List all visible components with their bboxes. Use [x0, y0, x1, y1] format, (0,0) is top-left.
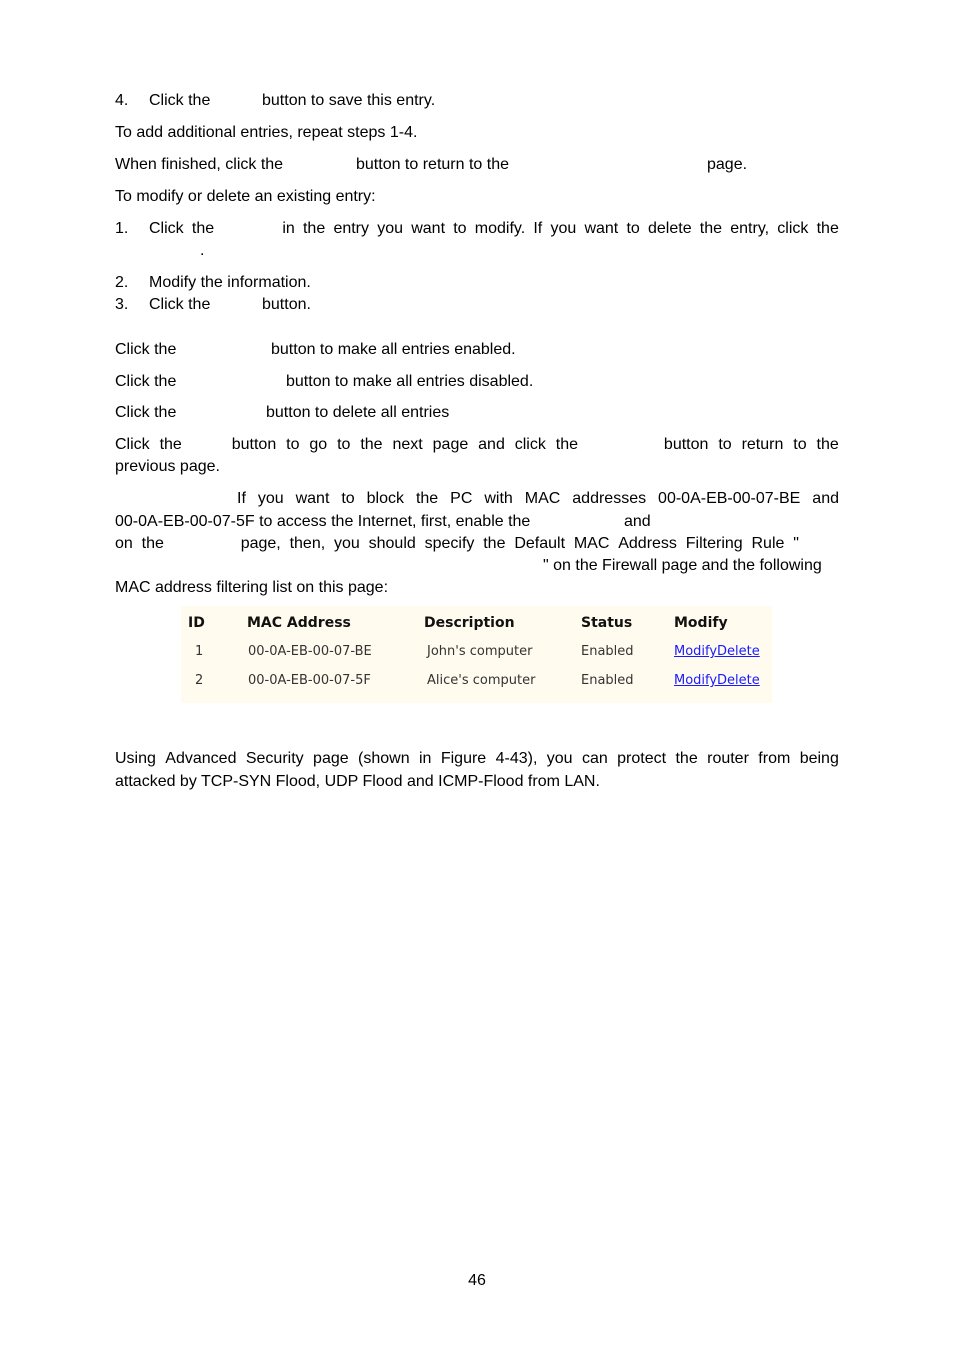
word: Rule	[751, 535, 785, 552]
example-line	[237, 489, 839, 509]
word: Using	[115, 750, 156, 767]
word: the	[159, 436, 182, 453]
step-1-text	[149, 219, 839, 239]
step-text: button to save this entry.	[262, 92, 436, 109]
word: return	[741, 436, 784, 453]
word: Figure	[440, 750, 487, 767]
row-id: 2	[195, 673, 204, 688]
word: the	[415, 490, 439, 507]
step-number: 3.	[115, 296, 129, 313]
word: and	[478, 436, 505, 453]
word: on	[115, 535, 133, 552]
page-number: 46	[468, 1272, 486, 1289]
step-number: 1.	[115, 220, 129, 237]
word: button	[231, 436, 277, 453]
column-header-modify: Modify	[674, 615, 728, 631]
row-id: 1	[195, 644, 204, 659]
word: you	[550, 220, 577, 237]
word: "	[793, 535, 799, 552]
paragraph: button to make all entries disabled.	[286, 373, 534, 390]
advanced-line	[115, 749, 839, 769]
word: click	[777, 220, 809, 237]
word: to	[453, 220, 467, 237]
word: Security	[245, 750, 304, 767]
paragraph: When finished, click the	[115, 156, 284, 173]
word: want	[584, 220, 619, 237]
paragraph: attacked by TCP-SYN Flood, UDP Flood and ICMP-Flood from LAN.	[115, 773, 600, 790]
paragraph: button to return to the	[356, 156, 509, 173]
step-text: button.	[262, 296, 311, 313]
word: you	[546, 750, 573, 767]
word: 4-43),	[495, 750, 538, 767]
word: to	[626, 220, 640, 237]
word: you	[334, 535, 360, 552]
word: the	[699, 220, 723, 237]
step-number: 4.	[115, 92, 129, 109]
word: to	[718, 436, 732, 453]
word: page,	[240, 535, 281, 552]
word: MAC	[573, 535, 610, 552]
word: protect	[617, 750, 667, 767]
paragraph: Click the	[115, 373, 177, 390]
row-description: John's computer	[427, 644, 533, 659]
word: the	[360, 436, 383, 453]
word: the	[816, 436, 839, 453]
delete-link[interactable]: Delete	[717, 644, 760, 659]
paragraph: Click the	[115, 404, 177, 421]
row-mac: 00-0A-EB-00-07-BE	[248, 644, 372, 659]
word: Click	[149, 220, 184, 237]
word: want	[295, 490, 330, 507]
delete-link[interactable]: Delete	[717, 673, 760, 688]
word: button	[663, 436, 709, 453]
word: block	[366, 490, 404, 507]
word: can	[581, 750, 608, 767]
word: Filtering	[685, 535, 743, 552]
modify-link[interactable]: Modify	[674, 673, 718, 688]
word: the	[141, 535, 164, 552]
word: you	[377, 220, 404, 237]
mac-filter-table	[181, 606, 772, 703]
word: PC	[450, 490, 473, 507]
word: want	[411, 220, 446, 237]
word: being	[799, 750, 839, 767]
row-status: Enabled	[581, 673, 634, 688]
word: to	[793, 436, 807, 453]
column-header-id: ID	[188, 615, 205, 631]
word: from	[758, 750, 791, 767]
word: then,	[289, 535, 326, 552]
paragraph: button to make all entries enabled.	[271, 341, 516, 358]
word: to	[337, 436, 351, 453]
row-mac: 00-0A-EB-00-07-5F	[248, 673, 371, 688]
word: Address	[618, 535, 677, 552]
word: the	[675, 750, 698, 767]
word: you	[257, 490, 284, 507]
paragraph: MAC address filtering list on this page:	[115, 579, 389, 596]
paragraph: 00-0A-EB-00-07-5F to access the Internet, first, enable the	[115, 513, 531, 530]
paragraph: To add additional entries, repeat steps 1-4.	[115, 124, 418, 141]
next-prev-text	[115, 435, 839, 455]
word: in	[282, 220, 295, 237]
word: to	[286, 436, 300, 453]
paragraph: To modify or delete an existing entry:	[115, 188, 376, 205]
word: delete	[648, 220, 692, 237]
word: page	[313, 750, 349, 767]
word: with	[484, 490, 513, 507]
step-number: 2.	[115, 274, 129, 291]
word: Default	[514, 535, 566, 552]
word: If	[533, 220, 543, 237]
word: entry,	[730, 220, 770, 237]
word: addresses	[572, 490, 647, 507]
word: the	[302, 220, 326, 237]
step-text: Click the	[149, 296, 211, 313]
paragraph: " on the Firewall page and the following	[543, 557, 822, 574]
word: 00-0A-EB-00-07-BE	[658, 490, 801, 507]
word: If	[237, 490, 246, 507]
word: specify	[424, 535, 475, 552]
column-header-status: Status	[581, 615, 633, 631]
word: to	[341, 490, 355, 507]
word: the	[816, 220, 839, 237]
word: (shown	[358, 750, 410, 767]
word: modify.	[474, 220, 526, 237]
paragraph: Click the	[115, 341, 177, 358]
word: go	[309, 436, 328, 453]
row-description: Alice's computer	[427, 673, 536, 688]
step-text: Click the	[149, 92, 211, 109]
modify-link[interactable]: Modify	[674, 644, 718, 659]
word: page	[432, 436, 469, 453]
example-line	[115, 534, 839, 554]
word: Click	[115, 436, 150, 453]
word: in	[419, 750, 432, 767]
word: the	[483, 535, 506, 552]
word: Advanced	[165, 750, 237, 767]
paragraph: button to delete all entries	[266, 404, 450, 421]
word: the	[555, 436, 579, 453]
word: MAC	[524, 490, 561, 507]
word: the	[191, 220, 215, 237]
paragraph: and	[624, 513, 651, 530]
word: click	[514, 436, 546, 453]
step-text: .	[200, 242, 205, 259]
word: entry	[333, 220, 370, 237]
word: next	[392, 436, 423, 453]
word: router	[707, 750, 749, 767]
column-header-mac-address: MAC Address	[247, 615, 351, 631]
word: and	[812, 490, 839, 507]
word: should	[368, 535, 416, 552]
row-status: Enabled	[581, 644, 634, 659]
paragraph: page.	[707, 156, 748, 173]
paragraph: previous page.	[115, 458, 220, 475]
column-header-description: Description	[424, 615, 515, 631]
step-text: Modify the information.	[149, 274, 311, 291]
